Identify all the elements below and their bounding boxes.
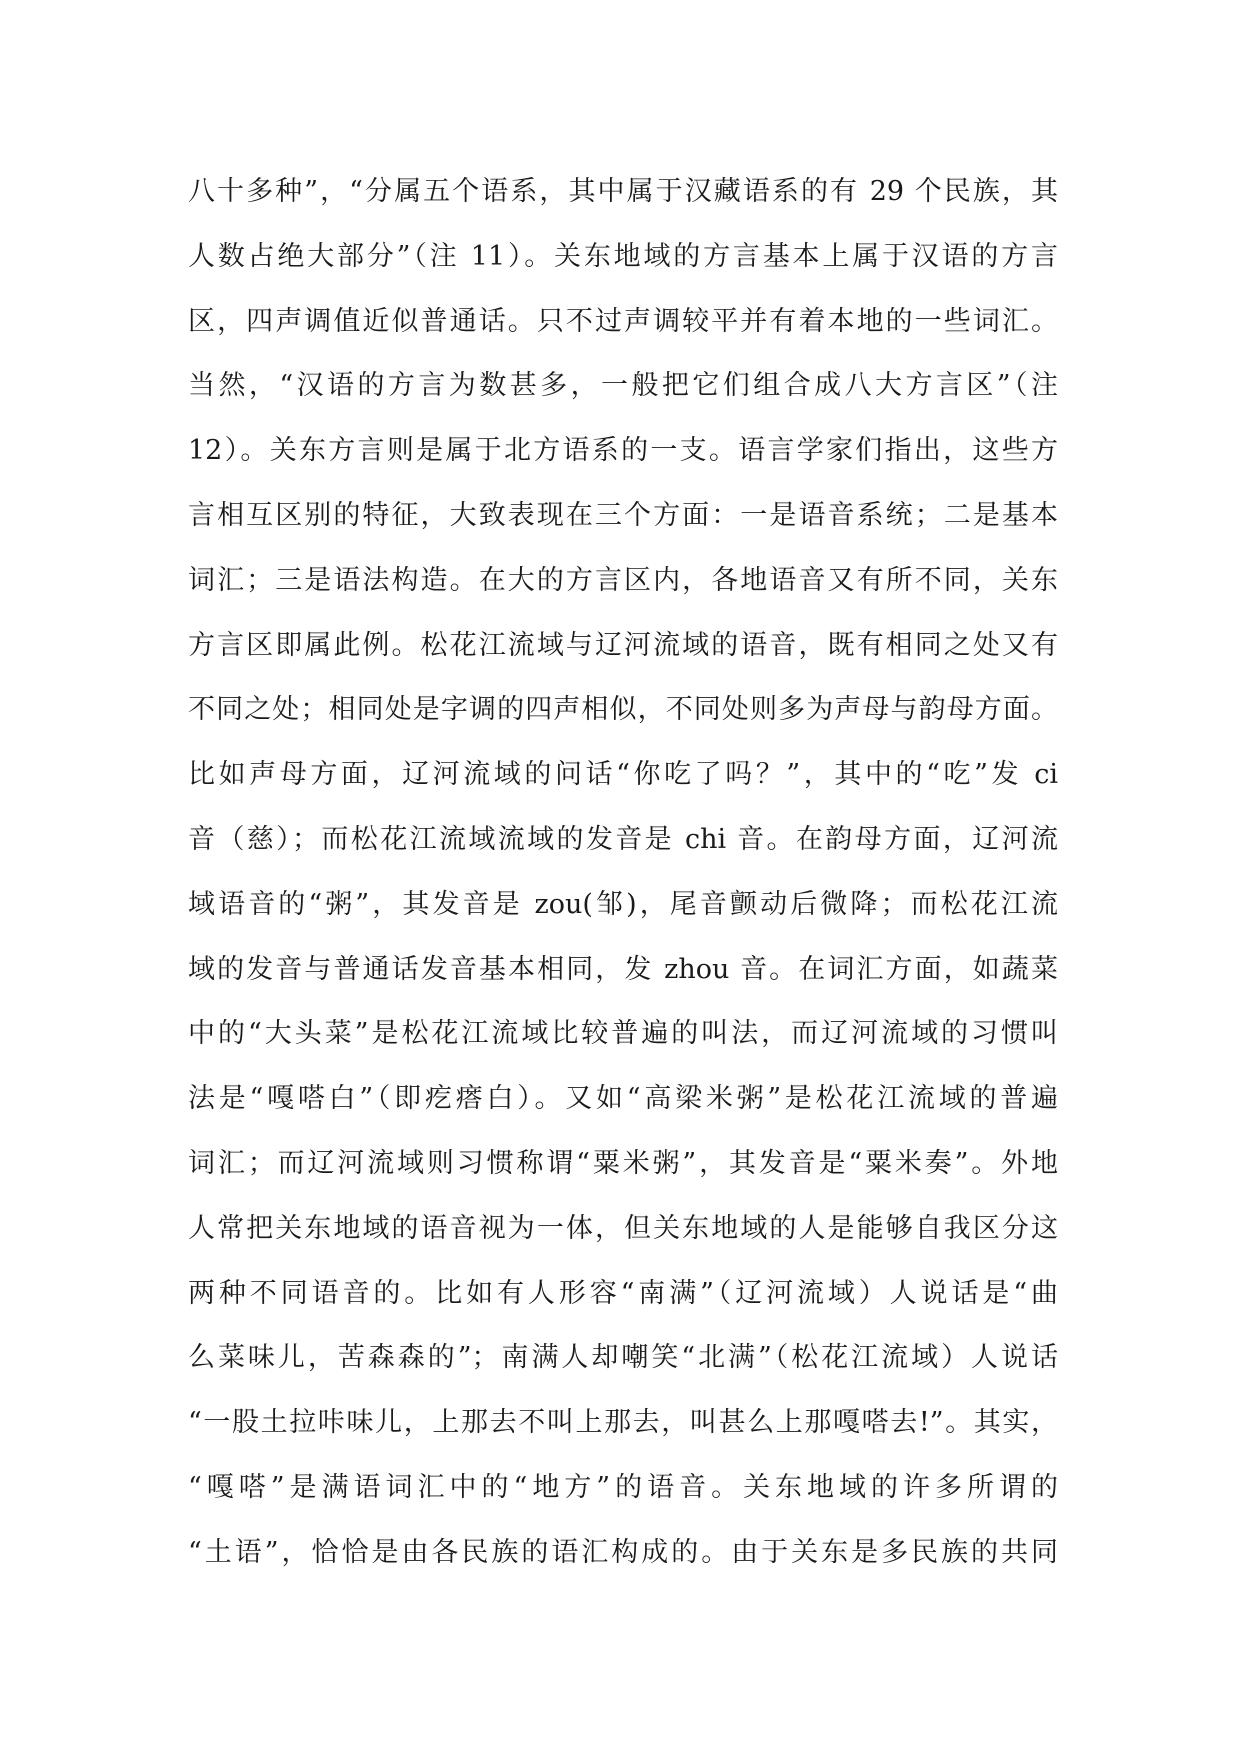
text-line: “土语”，恰恰是由各民族的语汇构成的。由于关东是多民族的共同 [188, 1536, 1058, 1568]
text-line: 比如声母方面，辽河流域的问话“你吃了吗？”，其中的“吃”发 ci [188, 759, 1058, 791]
text-line: 当然，“汉语的方言为数甚多，一般把它们组合成八大方言区”（注 [188, 370, 1058, 402]
text-line: 域的发音与普通话发音基本相同，发 zhou 音。在词汇方面，如蔬菜 [188, 953, 1058, 985]
text-line: 两种不同语音的。比如有人形容“南满”（辽河流域）人说话是“曲 [188, 1277, 1058, 1309]
text-line: 不同之处；相同处是字调的四声相似，不同处则多为声母与韵母方面。 [188, 694, 1058, 726]
text-line: 词汇；而辽河流域则习惯称谓“粟米粥”，其发音是“粟米奏”。外地 [188, 1147, 1058, 1179]
text-line: 八十多种”，“分属五个语系，其中属于汉藏语系的有 29 个民族，其 [188, 176, 1058, 207]
text-line: 言相互区别的特征，大致表现在三个方面：一是语音系统；二是基本 [188, 499, 1058, 531]
text-line: 词汇；三是语法构造。在大的方言区内，各地语音又有所不同，关东 [188, 564, 1058, 596]
text-line: “嘎嗒”是满语词汇中的“地方”的语音。关东地域的许多所谓的 [188, 1471, 1058, 1503]
text-line: 域语音的“粥”，其发音是 zou(邹)，尾音颤动后微降；而松花江流 [188, 888, 1058, 920]
text-line: 方言区即属此例。松花江流域与辽河流域的语音，既有相同之处又有 [188, 629, 1058, 661]
text-line: 么菜味儿，苦森森的”；南满人却嘲笑“北满”（松花江流域）人说话 [188, 1342, 1058, 1374]
text-line: 区，四声调值近似普通话。只不过声调较平并有着本地的一些词汇。 [188, 305, 1058, 337]
body-text [188, 160, 1058, 1586]
text-line: 人常把关东地域的语音视为一体，但关东地域的人是能够自我区分这 [188, 1212, 1058, 1244]
text-line: 音（慈）；而松花江流域流域的发音是 chi 音。在韵母方面，辽河流 [188, 823, 1058, 855]
text-line: 12）。关东方言则是属于北方语系的一支。语言学家们指出，这些方 [188, 435, 1058, 467]
text-line: 中的“大头菜”是松花江流域比较普遍的叫法，而辽河流域的习惯叫 [188, 1018, 1058, 1050]
text-line: “一股土拉咔味儿，上那去不叫上那去，叫甚么上那嘎嗒去!”。其实， [188, 1407, 1058, 1439]
text-line: 人数占绝大部分”（注 11）。关东地域的方言基本上属于汉语的方言 [188, 240, 1058, 272]
text-line: 法是“嘎嗒白”（即疙瘩白）。又如“高梁米粥”是松花江流域的普遍 [188, 1083, 1058, 1115]
